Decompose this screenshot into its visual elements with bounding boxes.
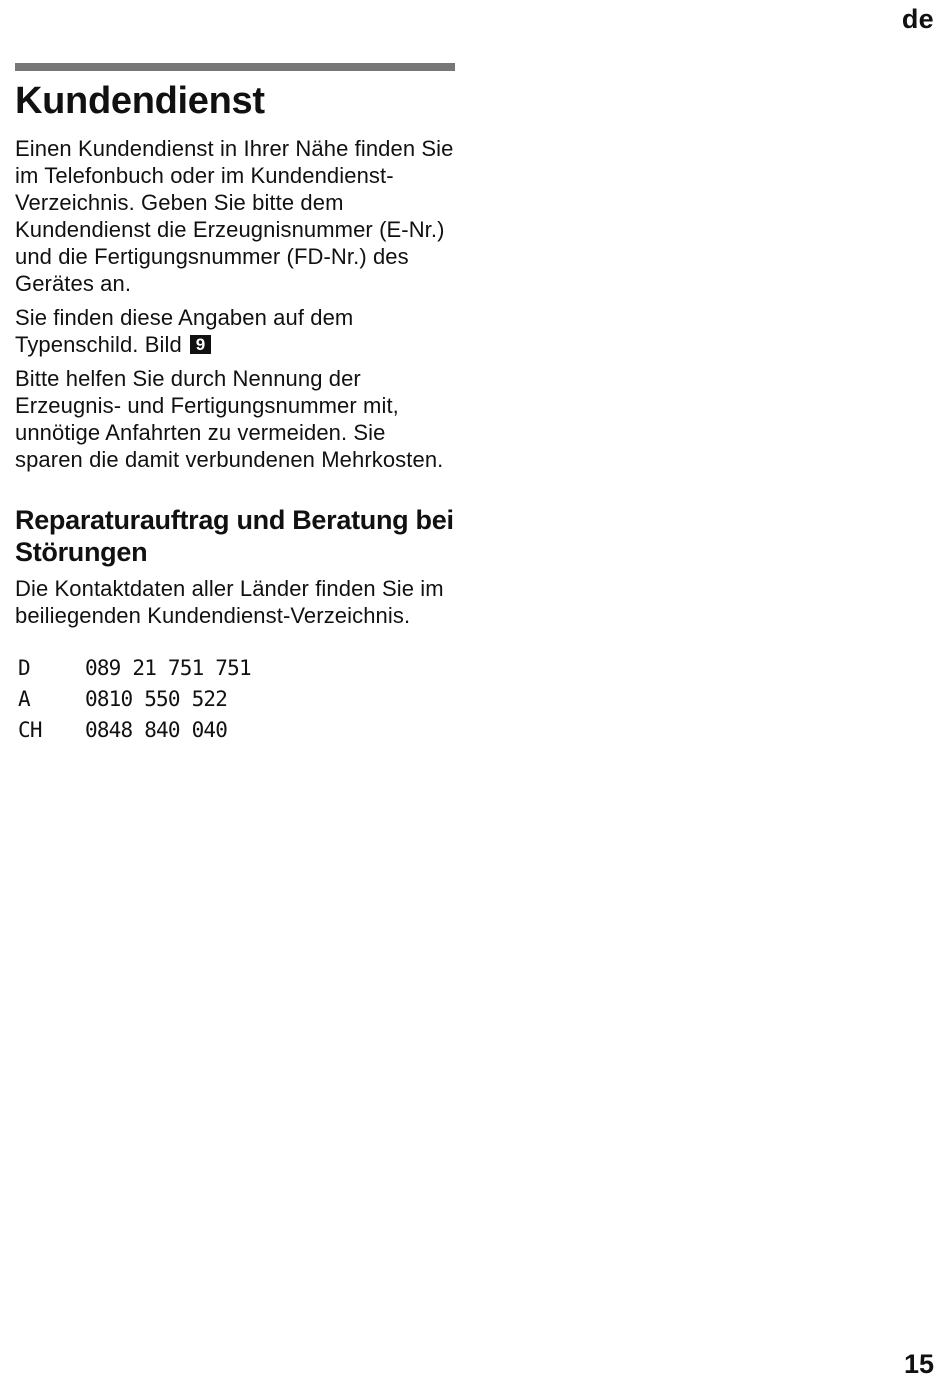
contact-row-de: [18, 653, 251, 684]
phone-number: 0810 550 522: [85, 687, 228, 712]
avoid-visits-paragraph: Bitte helfen Sie durch Nennung der Erzeugnis- und Fertigungsnummer mit, unnötige Anfahrten zu vermeiden. Sie sparen die damit verbundenen Mehrkosten.: [15, 365, 444, 472]
country-code: A: [18, 687, 30, 712]
figure-reference-badge: 9: [190, 335, 211, 354]
contact-table: [18, 653, 251, 746]
language-tag: de: [901, 4, 934, 34]
country-code: CH: [18, 718, 42, 743]
page-title: Kundendienst: [15, 80, 265, 122]
repair-section-title: Reparaturauftrag und Beratung bei Störungen: [15, 504, 454, 567]
type-plate-text: Sie finden diese Angaben auf dem Typenschild. Bild: [15, 304, 354, 357]
section-divider: [15, 63, 455, 71]
page-number: 15: [903, 1349, 934, 1379]
type-plate-paragraph: [15, 304, 455, 358]
content-column: [15, 63, 455, 746]
service-intro-paragraph: Einen Kundendienst in Ihrer Nähe finden Sie im Telefonbuch oder im Kundendienst-Verzeichnis. Geben Sie bitte dem Kundendienst die Erzeugnisnummer (E-Nr.) und die Fertigungsnummer (FD-Nr.) des Gerätes an.: [15, 135, 454, 296]
phone-number: 0848 840 040: [85, 718, 228, 743]
country-code: D: [18, 656, 30, 681]
contact-row-at: [18, 684, 251, 715]
contact-info-paragraph: Die Kontaktdaten aller Länder finden Sie im beiliegenden Kundendienst-Verzeichnis.: [15, 575, 444, 628]
contact-row-ch: [18, 715, 251, 746]
phone-number: 089 21 751 751: [85, 656, 251, 681]
